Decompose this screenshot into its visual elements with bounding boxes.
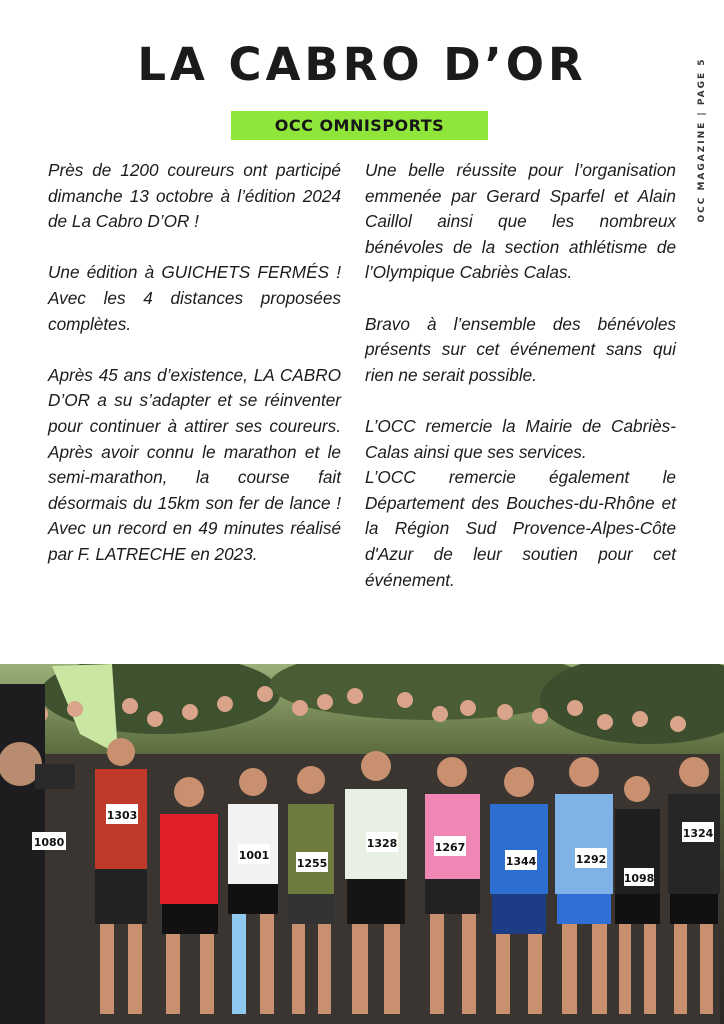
bib-1344: 1344 <box>505 855 537 868</box>
bib-1001: 1001 <box>238 849 270 862</box>
side-label: OCC MAGAZINE | PAGE 5 <box>697 57 707 223</box>
paragraph-volunteers: Bravo à l’ensemble des bénévoles présents sur cet événement sans qui rien ne serait possible. <box>365 313 676 385</box>
bib-1292: 1292 <box>575 853 607 866</box>
paragraph-intro: Près de 1200 coureurs ont participé dimanche 13 octobre à l’édition 2024 de La Cabro D’OR ! <box>48 160 341 232</box>
article-column-right <box>365 158 676 619</box>
paragraph-organisation: Une belle réussite pour l’organisation emmenée par Gerard Sparfel et Alain Caillol ainsi que les nombreux bénévoles de la section athlétisme de l’Olympique Cabriès Calas. <box>365 160 676 283</box>
paragraph-history: Après 45 ans d’existence, LA CABRO D’OR a su s’adapter et se réinventer pour continuer à attirer ses coureurs. Après avoir connu le marathon et le semi-marathon, la course fait désormais du 15km son fer de lance ! Avec un record en 49 minutes réalisé par F. LATRECHE en 2023. <box>48 364 341 564</box>
paragraph-thanks-mairie: L’OCC remercie la Mairie de Cabriès-Calas ainsi que ses services. <box>365 415 676 462</box>
bib-1098: 1098 <box>623 872 655 885</box>
page-title: LA CABRO D’OR <box>137 38 587 91</box>
paragraph-sold-out: Une édition à GUICHETS FERMÉS ! Avec les 4 distances proposées complètes. <box>48 262 341 334</box>
bib-1328: 1328 <box>366 837 398 850</box>
side-label-container <box>694 57 710 223</box>
article-column-left <box>48 158 341 593</box>
bib-1267: 1267 <box>434 841 466 854</box>
bib-1255: 1255 <box>296 857 328 870</box>
section-badge: OCC OMNISPORTS <box>231 111 488 140</box>
bib-1080: 1080 <box>33 836 65 849</box>
bib-1324: 1324 <box>682 827 714 840</box>
runners-illustration <box>0 664 724 1024</box>
paragraph-thanks-region: L’OCC remercie également le Département des Bouches-du-Rhône et la Région Sud Provence-Alpes-Côte d'Azur de leur soutien pour cet événement. <box>365 467 676 590</box>
bib-1303: 1303 <box>106 809 138 822</box>
race-start-photo <box>0 664 724 1024</box>
